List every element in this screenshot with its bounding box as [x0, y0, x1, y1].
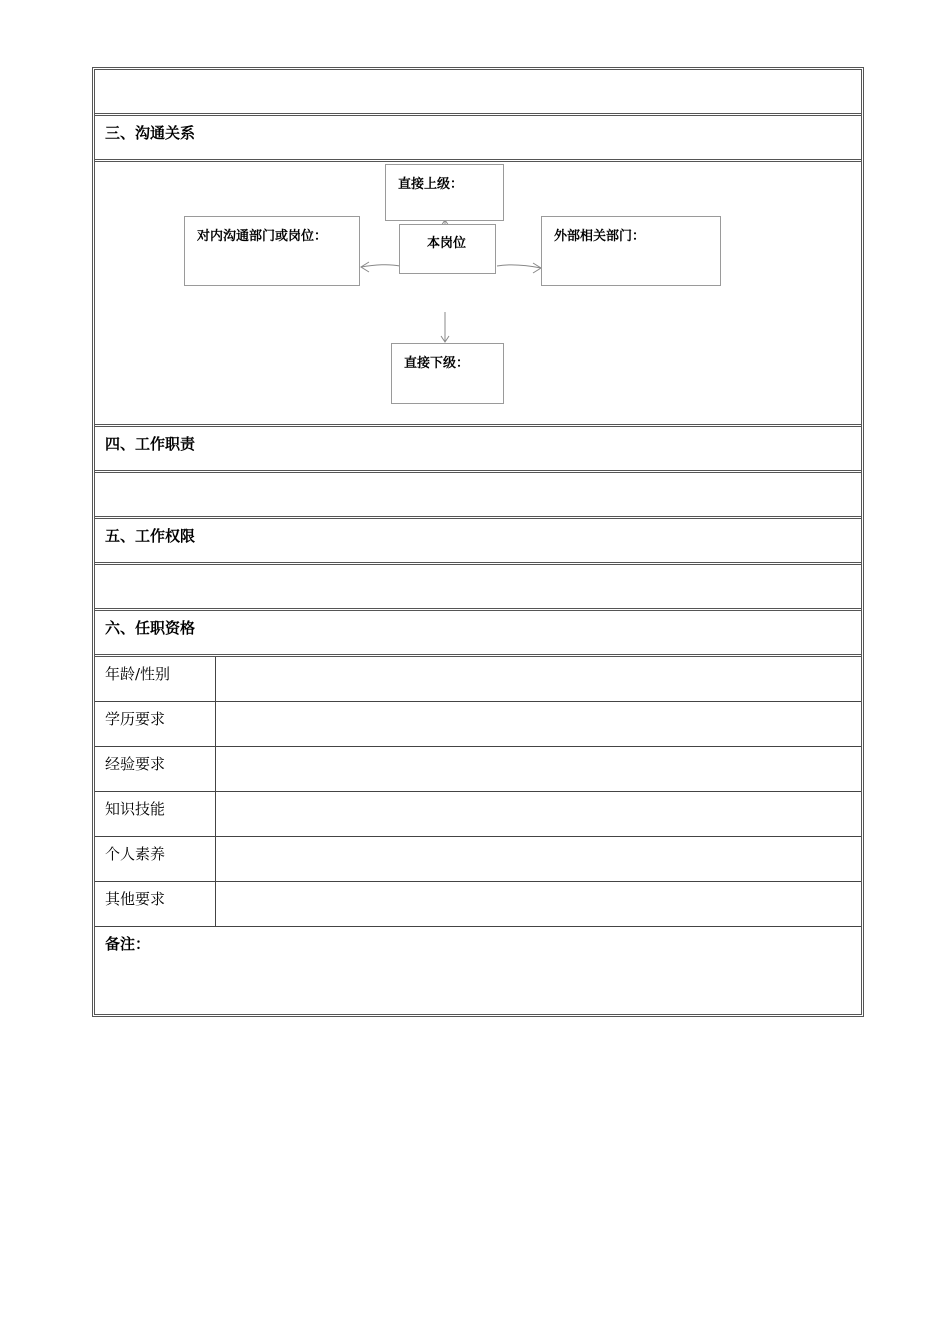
qualification-section-header [95, 611, 861, 657]
authority-section-header [95, 519, 861, 565]
duties-section-title: 四、工作职责 [105, 435, 196, 453]
superior-label: 直接上级： [398, 177, 464, 192]
duties-content-row[interactable] [95, 473, 861, 519]
qualification-label-cell [95, 702, 216, 746]
remarks-label: 备注： [105, 935, 151, 953]
qualification-row-experience [95, 747, 861, 792]
external-department-label: 外部相关部门： [554, 229, 646, 244]
internal-communication-box [184, 216, 360, 286]
qualification-row-other [95, 882, 861, 927]
qualification-label: 学历要求 [105, 710, 166, 728]
qualification-row-skills [95, 792, 861, 837]
superior-box [385, 164, 504, 221]
current-position-label: 本岗位 [427, 236, 467, 251]
communication-section-header [95, 116, 861, 162]
qualification-row-age-gender [95, 657, 861, 702]
authority-content-row[interactable] [95, 565, 861, 611]
empty-top-row [95, 70, 861, 116]
qualification-label-cell [95, 657, 216, 701]
qualification-label-cell [95, 747, 216, 791]
qualification-label: 个人素养 [105, 845, 166, 863]
qualification-label: 知识技能 [105, 800, 166, 818]
qualification-label: 年龄/性别 [105, 665, 171, 683]
qualification-label-cell [95, 882, 216, 926]
communication-section-title: 三、沟通关系 [105, 124, 196, 142]
qualification-section-title: 六、任职资格 [105, 619, 196, 637]
duties-section-header [95, 427, 861, 473]
authority-section-title: 五、工作权限 [105, 527, 196, 545]
qualification-label-cell [95, 792, 216, 836]
current-position-box [399, 224, 496, 274]
qualification-row-education [95, 702, 861, 747]
internal-communication-label: 对内沟通部门或岗位： [197, 229, 328, 244]
job-description-form [92, 67, 864, 1017]
qualification-label: 其他要求 [105, 890, 166, 908]
communication-diagram-row [95, 162, 861, 427]
remarks-row[interactable] [95, 927, 861, 1014]
qualification-label: 经验要求 [105, 755, 166, 773]
qualification-row-personal-quality [95, 837, 861, 882]
external-department-box [541, 216, 721, 286]
subordinate-box [391, 343, 504, 404]
subordinate-label: 直接下级： [404, 356, 470, 371]
qualification-label-cell [95, 837, 216, 881]
